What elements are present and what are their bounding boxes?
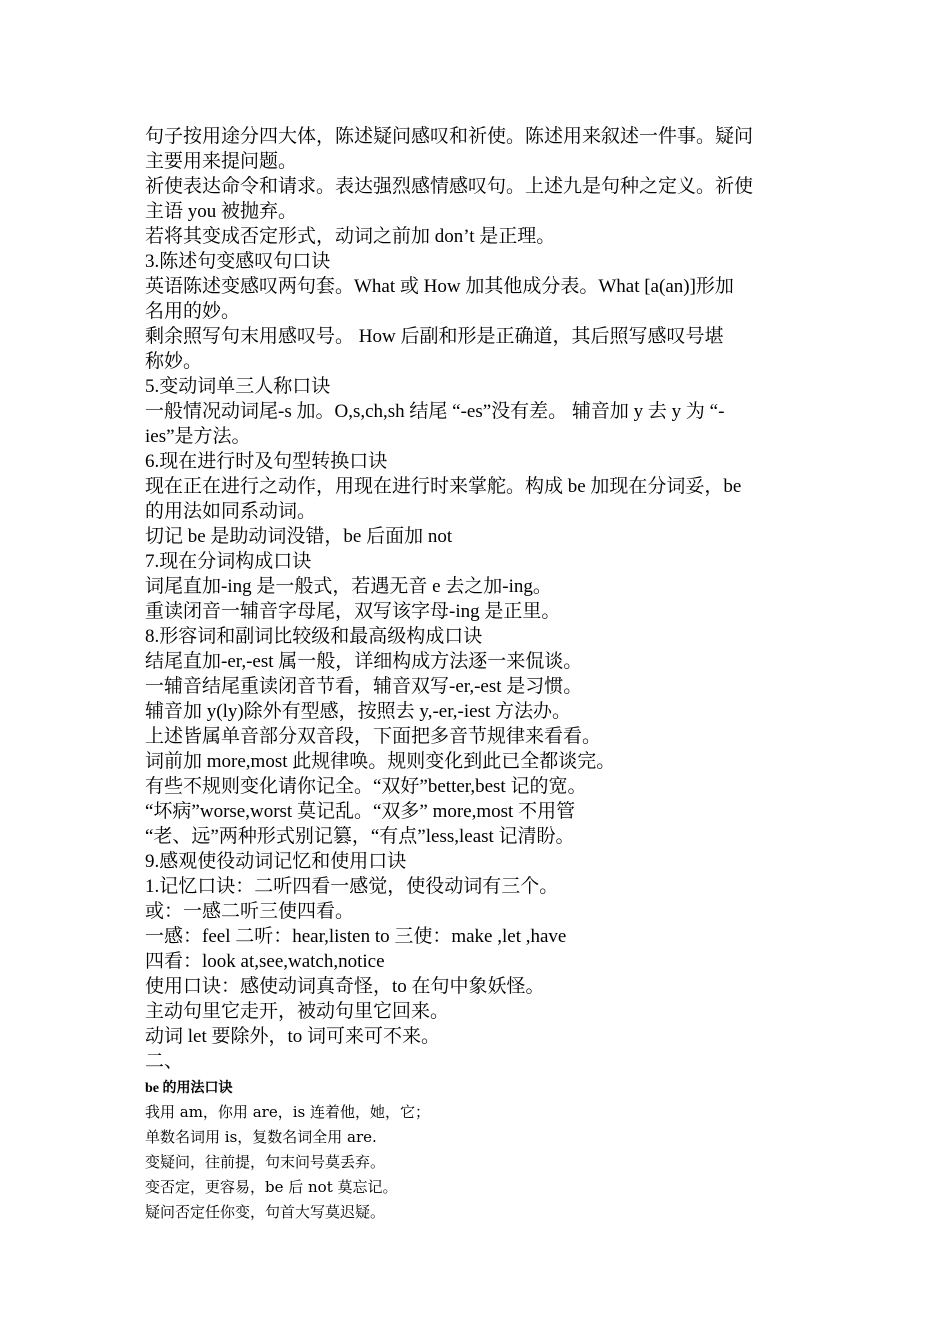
text-line: 有些不规则变化请你记全。“双好”better,best 记的宽。 [145,776,587,797]
section-heading: 5.变动词单三人称口诀 [145,376,331,397]
text-line: 句子按用途分四大体，陈述疑问感叹和祈使。陈述用来叙述一件事。疑问 [145,126,754,147]
rhyme-line: 我用 am，你用 are，is 连着他，她，它； [145,1103,430,1121]
section-heading: 9.感观使役动词记忆和使用口诀 [145,851,407,872]
section-heading: 6.现在进行时及句型转换口诀 [145,451,388,472]
text-line: 主语 you 被抛弃。 [145,201,298,222]
section-heading: 8.形容词和副词比较级和最高级构成口诀 [145,626,483,647]
text-line: 词尾直加-ing 是一般式，若遇无音 e 去之加-ing。 [145,576,552,597]
text-line: 辅音加 y(ly)除外有型感，按照去 y,-er,-iest 方法办。 [145,701,571,722]
text-line: 祈使表达命令和请求。表达强烈感情感叹句。上述九是句种之定义。祈使 [145,176,754,197]
text-line: “老、远”两种形式别记篡，“有点”less,least 记清盼。 [145,826,575,847]
text-line: 1.记忆口诀：二听四看一感觉，使役动词有三个。 [145,876,559,897]
text-line: 现在正在进行之动作，用现在进行时来掌舵。构成 be 加现在分词妥，be [145,476,742,497]
section-heading: 3.陈述句变感叹句口诀 [145,251,331,272]
text-line: 或：一感二听三使四看。 [145,901,355,922]
text-line: 词前加 more,most 此规律唤。规则变化到此已全都谈完。 [145,751,616,772]
text-line: 一感：feel 二听：hear,listen to 三使：make ,let ,have [145,926,567,947]
rhyme-line: 单数名词用 is，复数名词全用 are. [145,1128,377,1146]
text-line: 称妙。 [145,351,203,372]
text-line: 四看：look at,see,watch,notice [145,951,385,972]
rhyme-line: 变否定，更容易，be 后 not 莫忘记。 [145,1178,398,1196]
text-line: 若将其变成否定形式，动词之前加 don’t 是正理。 [145,226,556,247]
text-line: 英语陈述变感叹两句套。What 或 How 加其他成分表。What [a(an)]形加 [145,276,734,297]
text-line: 一辅音结尾重读闭音节看，辅音双写-er,-est 是习惯。 [145,676,583,697]
text-line: 上述皆属单音部分双音段，下面把多音节规律来看看。 [145,726,602,747]
text-line: 剩余照写句末用感叹号。 How 后副和形是正确道，其后照写感叹号堪 [145,326,724,347]
text-line: ies”是方法。 [145,426,251,447]
text-line: 使用口诀：感使动词真奇怪，to 在句中象妖怪。 [145,976,545,997]
rhyme-line: 变疑问，往前提，句末问号莫丢弃。 [145,1153,386,1171]
text-line: 重读闭音一辅音字母尾，双写该字母-ing 是正里。 [145,601,561,622]
section-heading: 7.现在分词构成口诀 [145,551,312,572]
section-number: 二、 [145,1051,184,1072]
text-line: 的用法如同系动词。 [145,501,317,522]
text-line: 一般情况动词尾-s 加。O,s,ch,sh 结尾 “-es”没有差。 辅音加 y 去 y 为 “- [145,401,725,422]
text-line: 动词 let 要除外，to 词可来可不来。 [145,1026,441,1047]
text-line: “坏病”worse,worst 莫记乱。“双多” more,most 不用管 [145,801,576,822]
text-line: 名用的妙。 [145,301,241,322]
text-line: 主要用来提问题。 [145,151,298,172]
text-line: 结尾直加-er,-est 属一般，详细构成方法逐一来侃谈。 [145,651,583,672]
be-usage-heading: be 的用法口诀 [145,1081,233,1096]
text-line: 切记 be 是助动词没错，be 后面加 not [145,526,453,547]
rhyme-line: 疑问否定任你变，句首大写莫迟疑。 [145,1203,386,1221]
document-body [145,124,810,1225]
text-line: 主动句里它走开，被动句里它回来。 [145,1001,450,1022]
